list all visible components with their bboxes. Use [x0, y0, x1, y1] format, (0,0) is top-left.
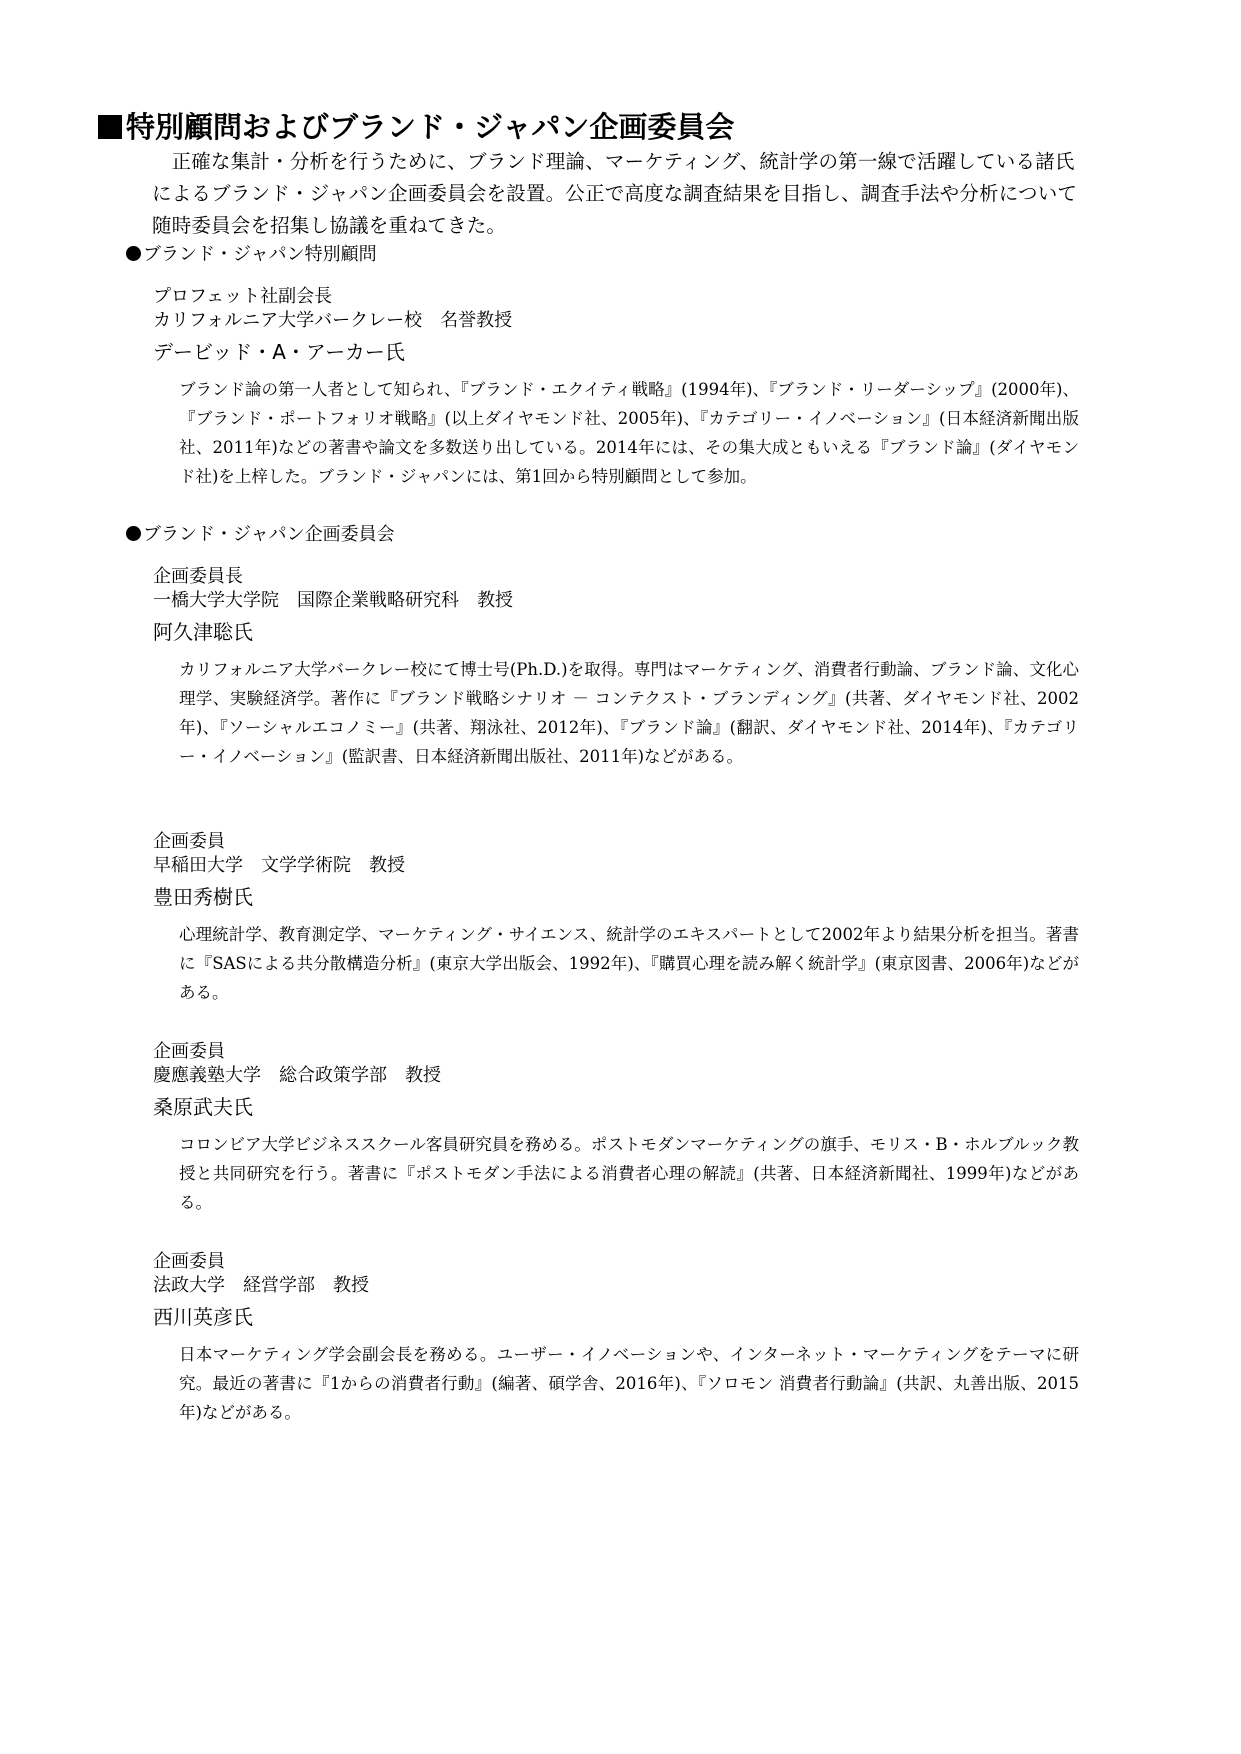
person-name: デービッド・A・アーカー氏: [153, 340, 405, 364]
person-role: 企画委員: [153, 1251, 225, 1272]
person-role: 企画委員: [153, 831, 225, 852]
person-nishikawa: [153, 1250, 1083, 1427]
person-role: プロフェット社副会長: [153, 286, 333, 307]
square-bullet-icon: [98, 115, 122, 139]
person-name: 桑原武夫氏: [153, 1095, 253, 1119]
section-heading-text: ブランド・ジャパン企画委員会: [143, 524, 395, 545]
person-toyoda: [153, 830, 1083, 1007]
person-affiliation: 法政大学 経営学部 教授: [153, 1275, 369, 1296]
person-bio: 日本マーケティング学会副会長を務める。ユーザー・イノベーションや、インターネット・マーケティングをテーマに研究。最近の著書に『1からの消費者行動』(編著、碩学舎、2016年)、『ソロモン 消費者行動論』(共訳、丸善出版、2015年)などがある。: [179, 1345, 1079, 1422]
circle-bullet-icon: [126, 246, 141, 261]
person-name: 西川英彦氏: [153, 1305, 253, 1329]
person-name: 阿久津聡氏: [153, 620, 253, 644]
page-title: [98, 105, 734, 146]
person-affiliation: カリフォルニア大学バークレー校 名誉教授: [153, 310, 513, 331]
page-title-text: 特別顧問およびブランド・ジャパン企画委員会: [126, 110, 735, 145]
person-bio: カリフォルニア大学バークレー校にて博士号(Ph.D.)を取得。専門はマーケティング、消費者行動論、ブランド論、文化心理学、実験経済学。著作に『ブランド戦略シナリオ － コンテクスト・ブランディング』(共著、ダイヤモンド社、2002年)、『ソーシャルエコノミー』(共著、翔泳社、2012年)、『ブランド論』(翻訳、ダイヤモンド社、2014年)、『カテゴリー・イノベーション』(監訳書、日本経済新聞出版社、2011年)などがある。: [179, 660, 1079, 766]
section-heading-committee: [126, 520, 395, 546]
person-bio: ブランド論の第一人者として知られ、『ブランド・エクイティ戦略』(1994年)、『ブランド・リーダーシップ』(2000年)、『ブランド・ポートフォリオ戦略』(以上ダイヤモンド社、2005年)、『カテゴリー・イノベーション』(日本経済新聞出版社、2011年)などの著書や論文を多数送り出している。2014年には、その集大成ともいえる『ブランド論』(ダイヤモンド社)を上梓した。ブランド・ジャパンには、第1回から特別顧問として参加。: [179, 380, 1079, 486]
person-role: 企画委員: [153, 1041, 225, 1062]
person-bio: コロンビア大学ビジネススクール客員研究員を務める。ポストモダンマーケティングの旗手、モリス・B・ホルブルック教授と共同研究を行う。著書に『ポストモダン手法による消費者心理の解読』(共著、日本経済新聞社、1999年)などがある。: [179, 1135, 1079, 1212]
person-bio: 心理統計学、教育測定学、マーケティング・サイエンス、統計学のエキスパートとして2002年より結果分析を担当。著書に『SASによる共分散構造分析』(東京大学出版会、1992年)、『購買心理を読み解く統計学』(東京図書、2006年)などがある。: [179, 925, 1079, 1002]
circle-bullet-icon: [126, 526, 141, 541]
person-affiliation: 慶應義塾大学 総合政策学部 教授: [153, 1065, 441, 1086]
intro-paragraph: 正確な集計・分析を行うために、ブランド理論、マーケティング、統計学の第一線で活躍している諸氏によるブランド・ジャパン企画委員会を設置。公正で高度な調査結果を目指し、調査手法や分析について随時委員会を招集し協議を重ねてきた。: [152, 150, 1078, 237]
person-kuwahara: [153, 1040, 1083, 1217]
person-name: 豊田秀樹氏: [153, 885, 253, 909]
person-role: 企画委員長: [153, 566, 243, 587]
person-akutsu: [153, 565, 1083, 771]
person-affiliation: 早稲田大学 文学学術院 教授: [153, 855, 405, 876]
person-aaker: [153, 285, 1083, 491]
section-heading-advisor: [126, 240, 377, 266]
person-affiliation: 一橋大学大学院 国際企業戦略研究科 教授: [153, 590, 513, 611]
section-heading-text: ブランド・ジャパン特別顧問: [143, 244, 377, 265]
